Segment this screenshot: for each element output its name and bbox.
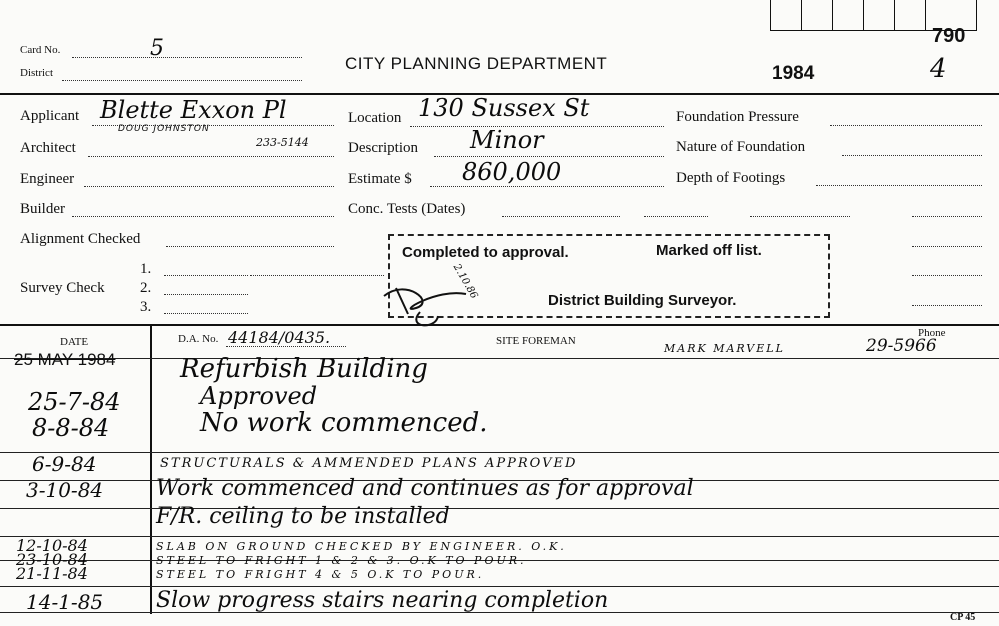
survey-3-line [164,313,248,314]
log-row-line [0,536,999,537]
architect-label: Architect [20,140,76,156]
blank-line [250,275,384,276]
nature-foundation-label: Nature of Foundation [676,139,806,155]
applicant-value: Blette Exxon Pl [100,96,287,124]
nature-foundation-line [842,155,982,156]
depth-footings-label: Depth of Footings [676,170,786,186]
card-no-label: Card No. [20,44,61,56]
entry-text: STEEL TO FRIGHT 1 & 2 & 3. O.K TO POUR. [156,554,527,567]
survey-1: 1. [140,261,152,277]
conc-tests-line-1 [502,216,620,217]
entry-text: Refurbish Building [180,354,428,384]
file-sub-number: 4 [930,54,947,84]
entry-text: F/R. ceiling to be installed [156,504,450,529]
log-row-line [0,508,999,509]
stamp-line-1: Completed to approval. [402,244,569,261]
entry-date: 3-10-84 [26,478,104,502]
estimate-value: 860,000 [462,158,562,186]
number-box [894,0,926,31]
location-label: Location [348,110,402,126]
conc-tests-line-2 [644,216,708,217]
engineer-line [84,186,334,187]
foreman-value: MARK MARVELL [664,342,785,355]
blank-line [912,305,982,306]
survey-2-line [164,294,248,295]
entry-date: 8-8-84 [32,414,110,442]
stamp-line-2: Marked off list. [656,242,762,259]
entry-date: 25 MAY 1984 [14,350,116,369]
entry-text: No work commenced. [200,408,488,438]
entry-date: 12-10-84 [16,536,88,555]
entry-date: 21-11-84 [16,564,88,583]
log-row-line [0,358,999,359]
blank-line [912,246,982,247]
entry-text: STEEL TO FRIGHT 4 & 5 O.K TO POUR. [156,568,485,581]
date-column-divider [150,324,152,614]
applicant-label: Applicant [20,108,80,124]
da-value: 44184/0435. [228,328,331,347]
number-box [832,0,864,31]
entry-date: 14-1-85 [26,590,104,614]
description-value: Minor [470,126,544,154]
alignment-label: Alignment Checked [20,231,141,247]
location-value: 130 Sussex St [418,94,590,122]
department-title: CITY PLANNING DEPARTMENT [345,54,608,73]
conc-tests-line-4 [912,216,982,217]
file-number: 790 [932,25,966,47]
district-label: District [20,67,53,79]
conc-tests-line-3 [750,216,850,217]
entry-text: Approved [200,382,318,410]
survey-3: 3. [140,299,152,315]
architect-name: DOUG JOHNSTON [118,124,210,134]
log-row-line [0,452,999,453]
foundation-pressure-label: Foundation Pressure [676,109,799,125]
year: 1984 [772,63,815,84]
form-code: CP 45 [950,612,976,623]
phone-label: Phone [918,327,946,339]
entry-text: SLAB ON GROUND CHECKED BY ENGINEER. O.K. [156,540,567,553]
architect-line [88,156,334,157]
entry-date: 6-9-84 [32,452,97,476]
conc-tests-label: Conc. Tests (Dates) [348,201,466,217]
foundation-pressure-line [830,125,982,126]
district-line [62,80,302,81]
engineer-label: Engineer [20,171,75,187]
depth-footings-line [816,185,982,186]
entry-text: Work commenced and continues as for approval [156,476,694,501]
survey-2: 2. [140,280,152,296]
blank-line [912,275,982,276]
phone-value: 29-5966 [866,336,937,356]
number-box [863,0,895,31]
stamp-surveyor: District Building Surveyor. [548,292,737,309]
entry-date: 25-7-84 [28,388,121,416]
entry-date: 23-10-84 [16,550,88,569]
survey-1-line [164,275,248,276]
estimate-label: Estimate $ [348,171,412,187]
entry-text: Slow progress stairs nearing completion [156,588,609,613]
site-foreman-label: SITE FOREMAN [496,335,576,347]
da-label: D.A. No. [178,333,219,345]
builder-line [72,216,334,217]
builder-label: Builder [20,201,65,217]
number-box [770,0,802,31]
signature-scrawl [376,268,506,338]
description-label: Description [348,140,418,156]
number-box [801,0,833,31]
description-line [434,156,664,157]
card-no-line [72,57,302,58]
entry-text: STRUCTURALS & AMMENDED PLANS APPROVED [160,456,578,471]
survey-label: Survey Check [20,280,105,296]
card-no-value: 5 [150,36,164,61]
date-column-label: DATE [60,336,89,348]
estimate-line [430,186,664,187]
alignment-line [166,246,334,247]
architect-phone: 233-5144 [256,136,309,149]
log-row-line [0,586,999,587]
stamp-date: 2.10.86 [450,262,480,301]
